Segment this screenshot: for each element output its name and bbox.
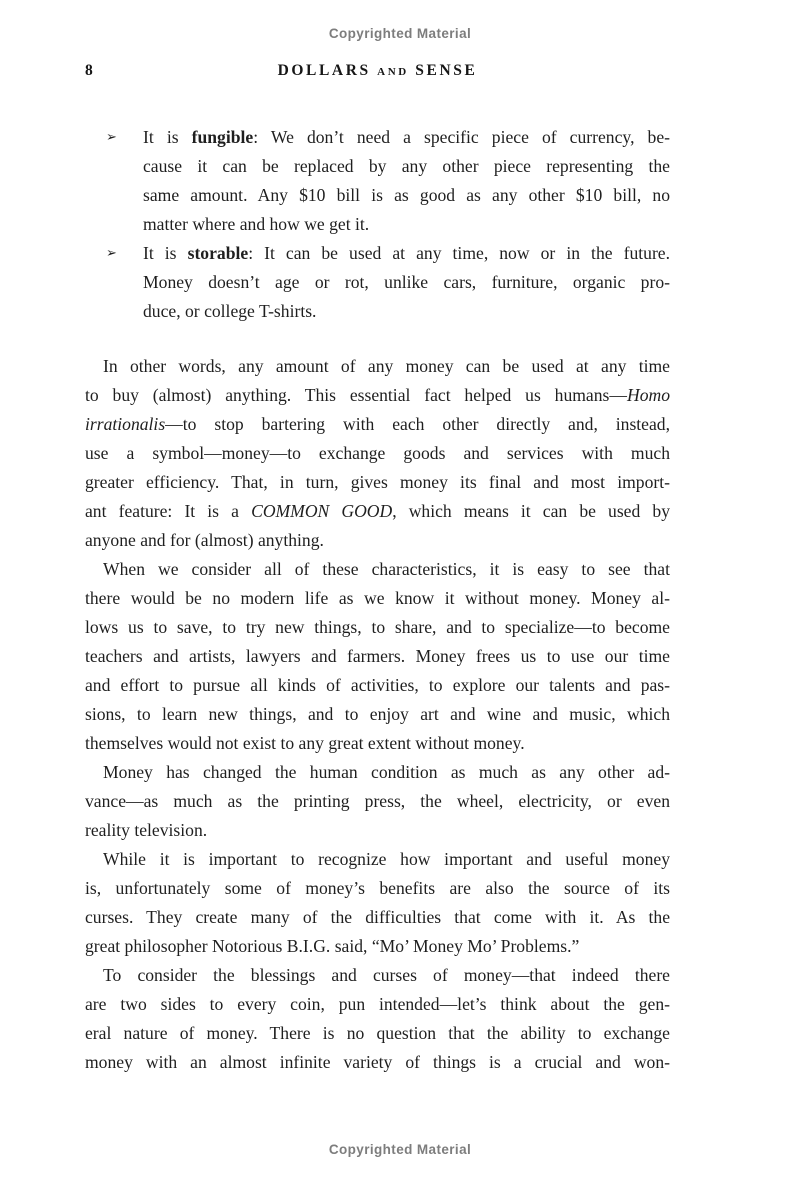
text-line: ant feature: It is a COMMON GOOD, which means it can be used by [85,501,670,521]
bullet-arrow-icon: ➢ [106,246,117,261]
text-line: curses. They create many of the difficulties that come with it. As the [85,907,670,927]
text-line: duce, or college T-shirts. [143,301,317,321]
text-line: In other words, any amount of any money can be used at any time [103,356,670,376]
text-line: cause it can be replaced by any other piece representing the [143,156,670,176]
text-line: While it is important to recognize how important and useful money [103,849,670,869]
paragraph [85,961,670,1077]
page-number: 8 [85,62,93,79]
bullet-text [143,239,670,326]
bullet-item [85,239,670,326]
bullet-arrow-icon: ➢ [106,130,117,145]
book-title: DOLLARS and SENSE [277,62,478,79]
text-line: to buy (almost) anything. This essential fact helped us humans—Homo [85,385,670,405]
paragraphs [85,352,670,1077]
text-line: great philosopher Notorious B.I.G. said, “Mo’ Money Mo’ Problems.” [85,936,580,956]
text-line: teachers and artists, lawyers and farmers. Money frees us to use our time [85,646,670,666]
text-line: eral nature of money. There is no question that the ability to exchange [85,1023,670,1043]
paragraph [85,555,670,758]
text-line: When we consider all of these characteristics, it is easy to see that [103,559,670,579]
text-line: there would be no modern life as we know it without money. Money al- [85,588,670,608]
text-line: reality television. [85,820,208,840]
text-line: money with an almost infinite variety of things is a crucial and won- [85,1052,670,1072]
copyright-notice-top: Copyrighted Material [328,26,472,41]
text-line: vance—as much as the printing press, the wheel, electricity, or even [85,791,670,811]
running-head [85,62,670,84]
text-line: It is fungible: We don’t need a specific piece of currency, be- [143,127,670,147]
paragraph [85,352,670,555]
text-line: themselves would not exist to any great extent without money. [85,733,525,753]
bullet-list [85,123,670,326]
text-line: greater efficiency. That, in turn, gives money its final and most import- [85,472,670,492]
text-line: same amount. Any $10 bill is as good as any other $10 bill, no [143,185,670,205]
text-line: anyone and for (almost) anything. [85,530,324,550]
copyright-notice-bottom: Copyrighted Material [328,1142,472,1157]
text-line: is, unfortunately some of money’s benefits are also the source of its [85,878,670,898]
bullet-text [143,123,670,239]
bullet-item [85,123,670,239]
text-line: are two sides to every coin, pun intended—let’s think about the gen- [85,994,670,1014]
paragraph [85,758,670,845]
text-line: and effort to pursue all kinds of activities, to explore our talents and pas- [85,675,670,695]
paragraph [85,845,670,961]
text-line: Money doesn’t age or rot, unlike cars, furniture, organic pro- [143,272,670,292]
page-body [85,123,670,1077]
text-line: To consider the blessings and curses of money—that indeed there [103,965,670,985]
text-line: irrationalis—to stop bartering with each other directly and, instead, [85,414,670,434]
text-line: lows us to save, to try new things, to share, and to specialize—to become [85,617,670,637]
text-line: It is storable: It can be used at any time, now or in the future. [143,243,671,263]
text-line: matter where and how we get it. [143,214,370,234]
text-line: use a symbol—money—to exchange goods and services with much [85,443,670,463]
text-line: sions, to learn new things, and to enjoy art and wine and music, which [85,704,670,724]
text-line: Money has changed the human condition as much as any other ad- [103,762,670,782]
